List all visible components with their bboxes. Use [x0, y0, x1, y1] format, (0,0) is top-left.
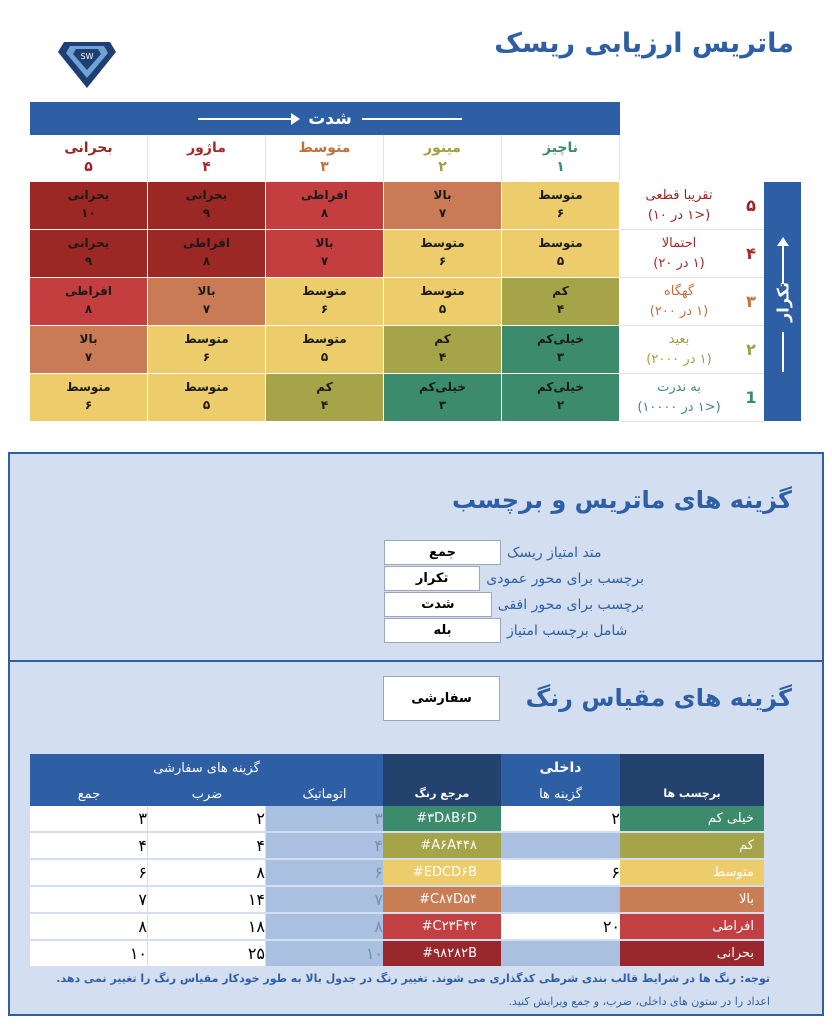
- risk-cell[interactable]: [148, 230, 266, 278]
- multiply-header: ضرب: [148, 782, 266, 806]
- frequency-axis-label: تکرار: [773, 281, 792, 322]
- severity-label: بحرانی: [64, 140, 113, 156]
- risk-cell[interactable]: [502, 326, 620, 374]
- risk-score: ۵: [320, 350, 329, 364]
- auto-value: ۷: [266, 887, 383, 913]
- sum-value[interactable]: ۳: [30, 806, 148, 832]
- risk-score: ۵: [556, 254, 565, 268]
- risk-cell[interactable]: [502, 374, 620, 422]
- frequency-number: ۵: [746, 196, 756, 215]
- risk-cell[interactable]: [30, 374, 148, 422]
- auto-value: ۶: [266, 860, 383, 886]
- severity-number: ۴: [202, 159, 211, 175]
- frequency-row-header: [620, 182, 764, 230]
- risk-level-label: متوسط: [184, 332, 229, 346]
- frequency-ratio: (۱ در ۲۰۰): [649, 303, 709, 319]
- matrix-option-value[interactable]: تکرار: [384, 566, 480, 591]
- risk-score: ۸: [320, 206, 329, 220]
- scale-label: افراطی: [620, 914, 764, 940]
- risk-score: ۳: [438, 398, 447, 412]
- risk-score: ۶: [556, 206, 565, 220]
- matrix-option-value[interactable]: جمع: [384, 540, 501, 565]
- auto-value: ۱۰: [266, 941, 383, 967]
- severity-label: مینور: [424, 140, 461, 156]
- matrix-option-label: برچسب برای محور افقی: [497, 596, 644, 613]
- frequency-axis-header: [764, 182, 801, 421]
- frequency-row-header: [620, 326, 764, 374]
- internal-option-value[interactable]: [501, 941, 620, 967]
- risk-level-label: متوسط: [420, 236, 465, 250]
- risk-cell[interactable]: [148, 326, 266, 374]
- options-header: گزینه ها: [501, 782, 620, 806]
- frequency-label: احتمالا: [661, 235, 697, 251]
- auto-value: ۳: [266, 806, 383, 832]
- matrix-option-row: [384, 618, 644, 643]
- frequency-ratio: (۱ در ۲۰): [653, 255, 705, 271]
- risk-level-label: متوسط: [538, 236, 583, 250]
- frequency-number: ۳: [746, 292, 756, 311]
- risk-score: ۷: [202, 302, 211, 316]
- risk-score: ۷: [438, 206, 447, 220]
- severity-label: ناچیز: [542, 140, 579, 156]
- frequency-label: تقریبا قطعی: [645, 187, 713, 203]
- color-ref-value: #C۲۳F۴۲: [383, 914, 501, 940]
- internal-option-value[interactable]: [501, 833, 620, 859]
- color-ref-value: #۹۸۲۸۲B: [383, 941, 501, 967]
- risk-score: ۷: [84, 350, 93, 364]
- multiply-value[interactable]: ۱۴: [148, 887, 266, 913]
- severity-axis-label: شدت: [308, 108, 352, 129]
- risk-score: ۷: [320, 254, 329, 268]
- multiply-value[interactable]: ۴: [148, 833, 266, 859]
- risk-score: ۹: [84, 254, 93, 268]
- frequency-row-header: [620, 374, 764, 422]
- risk-level-label: بالا: [433, 188, 452, 202]
- sum-value[interactable]: ۱۰: [30, 941, 148, 967]
- risk-score: ۶: [438, 254, 447, 268]
- auto-value: ۸: [266, 914, 383, 940]
- severity-number: ۲: [438, 159, 447, 175]
- multiply-value[interactable]: ۲: [148, 806, 266, 832]
- risk-score: ۱۰: [81, 206, 96, 220]
- risk-score: ۵: [438, 302, 447, 316]
- scale-label: کم: [620, 833, 764, 859]
- risk-level-label: متوسط: [302, 332, 347, 346]
- note-conditional-format: توجه: رنگ ها در شرایط قالب بندی شرطی کدگذاری می شوند. تغییر رنگ در جدول بالا به طور خودکار مقیاس رنگ را تغییر نمی دهد.: [56, 972, 770, 985]
- risk-cell[interactable]: [30, 182, 148, 230]
- risk-cell[interactable]: [148, 182, 266, 230]
- risk-cell[interactable]: [384, 374, 502, 422]
- frequency-label: به ندرت: [657, 379, 701, 395]
- frequency-ratio: (<۱ در ۱۰۰۰۰): [637, 399, 721, 415]
- risk-level-label: بالا: [197, 284, 216, 298]
- color-ref-value: #۳D۸B۶D: [383, 806, 501, 832]
- severity-number: ۳: [320, 159, 329, 175]
- risk-cell[interactable]: [502, 230, 620, 278]
- svg-text:SW: SW: [80, 52, 94, 61]
- color-ref-value: #EDCD۶B: [383, 860, 501, 886]
- severity-column-header: [502, 135, 620, 182]
- risk-level-label: افراطی: [65, 284, 112, 298]
- custom-options-header: گزینه های سفارشی: [30, 754, 383, 782]
- sum-value[interactable]: ۴: [30, 833, 148, 859]
- color-ref-header: مرجع رنگ: [383, 754, 501, 806]
- frequency-row-header: [620, 230, 764, 278]
- risk-cell[interactable]: [384, 230, 502, 278]
- frequency-label: گهگاه: [663, 283, 695, 299]
- risk-score: ۴: [556, 302, 565, 316]
- risk-cell[interactable]: [266, 230, 384, 278]
- risk-level-label: متوسط: [66, 380, 111, 394]
- risk-cell[interactable]: [148, 278, 266, 326]
- risk-score: ۹: [202, 206, 211, 220]
- matrix-option-row: [384, 540, 644, 565]
- internal-option-value[interactable]: ۲: [501, 806, 620, 832]
- note-edit-numbers: اعداد را در ستون های داخلی، ضرب، و جمع ویرایش کنید.: [508, 995, 770, 1008]
- severity-column-header: [30, 135, 148, 182]
- color-scale-select[interactable]: سفارشی: [383, 676, 500, 721]
- risk-score: ۶: [202, 350, 211, 364]
- frequency-number: 1: [745, 388, 757, 407]
- sum-value[interactable]: ۶: [30, 860, 148, 886]
- risk-level-label: خیلی‌کم: [419, 380, 466, 394]
- risk-cell[interactable]: [148, 374, 266, 422]
- risk-score: ۸: [202, 254, 211, 268]
- severity-number: ۱: [556, 159, 565, 175]
- risk-score: ۸: [84, 302, 93, 316]
- severity-column-header: [266, 135, 384, 182]
- scale-label: بالا: [620, 887, 764, 913]
- risk-level-label: کم: [552, 284, 569, 298]
- risk-score: ۳: [556, 350, 565, 364]
- risk-cell[interactable]: [30, 326, 148, 374]
- scale-label: خیلی کم: [620, 806, 764, 832]
- internal-header: داخلی: [501, 754, 620, 782]
- severity-label: ماژور: [187, 140, 226, 156]
- severity-label: متوسط: [298, 140, 351, 156]
- severity-column-header: [148, 135, 266, 182]
- risk-score: ۲: [556, 398, 565, 412]
- page-title: ماتریس ارزیابی ریسک: [494, 28, 794, 59]
- sum-header: جمع: [30, 782, 148, 806]
- risk-level-label: بالا: [79, 332, 98, 346]
- risk-level-label: افراطی: [301, 188, 348, 202]
- matrix-option-label: شامل برچسب امتیاز: [507, 622, 628, 639]
- matrix-option-value[interactable]: بله: [384, 618, 501, 643]
- arrow-line-icon: [362, 118, 462, 120]
- risk-level-label: بحرانی: [185, 188, 228, 202]
- scale-label: متوسط: [620, 860, 764, 886]
- internal-option-value[interactable]: ۶: [501, 860, 620, 886]
- color-scale-title: گزینه های مقیاس رنگ: [525, 684, 792, 712]
- auto-header: اتوماتیک: [266, 782, 383, 806]
- sum-value[interactable]: ۸: [30, 914, 148, 940]
- color-ref-value: #A۶A۴۴۸: [383, 833, 501, 859]
- risk-score: ۶: [320, 302, 329, 316]
- matrix-option-label: متد امتیاز ریسک: [507, 544, 602, 561]
- risk-level-label: افراطی: [183, 236, 230, 250]
- risk-level-label: متوسط: [538, 188, 583, 202]
- severity-column-header: [384, 135, 502, 182]
- frequency-ratio: (۱ در ۲۰۰۰): [646, 351, 712, 367]
- multiply-value[interactable]: ۸: [148, 860, 266, 886]
- frequency-ratio: (<۱ در ۱۰): [647, 207, 711, 223]
- risk-level-label: کم: [434, 332, 451, 346]
- risk-level-label: بحرانی: [67, 188, 110, 202]
- risk-cell[interactable]: [384, 182, 502, 230]
- color-ref-value: #C۸۷D۵۴: [383, 887, 501, 913]
- multiply-value[interactable]: ۱۸: [148, 914, 266, 940]
- risk-cell[interactable]: [266, 182, 384, 230]
- matrix-option-value[interactable]: شدت: [384, 592, 492, 617]
- labels-header: برچسب ها: [620, 754, 764, 806]
- risk-level-label: بالا: [315, 236, 334, 250]
- internal-option-value[interactable]: [501, 887, 620, 913]
- diamond-logo-icon: [56, 28, 118, 90]
- matrix-options-title: گزینه های ماتریس و برچسب: [451, 486, 792, 514]
- risk-level-label: بحرانی: [67, 236, 110, 250]
- risk-cell[interactable]: [502, 182, 620, 230]
- scale-label: بحرانی: [620, 941, 764, 967]
- risk-cell[interactable]: [266, 326, 384, 374]
- risk-level-label: متوسط: [184, 380, 229, 394]
- risk-level-label: متوسط: [420, 284, 465, 298]
- risk-level-label: خیلی‌کم: [537, 332, 584, 346]
- risk-score: ۵: [202, 398, 211, 412]
- risk-cell[interactable]: [502, 278, 620, 326]
- risk-cell[interactable]: [266, 374, 384, 422]
- matrix-option-row: [384, 566, 644, 591]
- frequency-label: بعید: [668, 331, 690, 347]
- risk-score: ۴: [320, 398, 329, 412]
- risk-cell[interactable]: [384, 278, 502, 326]
- severity-axis-header: [30, 102, 620, 135]
- multiply-value[interactable]: ۲۵: [148, 941, 266, 967]
- matrix-option-label: برچسب برای محور عمودی: [486, 570, 644, 587]
- risk-cell[interactable]: [30, 230, 148, 278]
- frequency-number: ۲: [746, 340, 756, 359]
- risk-cell[interactable]: [30, 278, 148, 326]
- auto-value: ۴: [266, 833, 383, 859]
- severity-number: ۵: [84, 159, 93, 175]
- sum-value[interactable]: ۷: [30, 887, 148, 913]
- risk-level-label: خیلی‌کم: [537, 380, 584, 394]
- risk-score: ۴: [438, 350, 447, 364]
- risk-cell[interactable]: [384, 326, 502, 374]
- frequency-row-header: [620, 278, 764, 326]
- risk-level-label: متوسط: [302, 284, 347, 298]
- risk-score: ۶: [84, 398, 93, 412]
- matrix-option-row: [384, 592, 644, 617]
- arrow-right-icon: [198, 118, 298, 120]
- frequency-number: ۴: [746, 244, 756, 263]
- risk-level-label: کم: [316, 380, 333, 394]
- risk-cell[interactable]: [266, 278, 384, 326]
- internal-option-value[interactable]: ۲۰: [501, 914, 620, 940]
